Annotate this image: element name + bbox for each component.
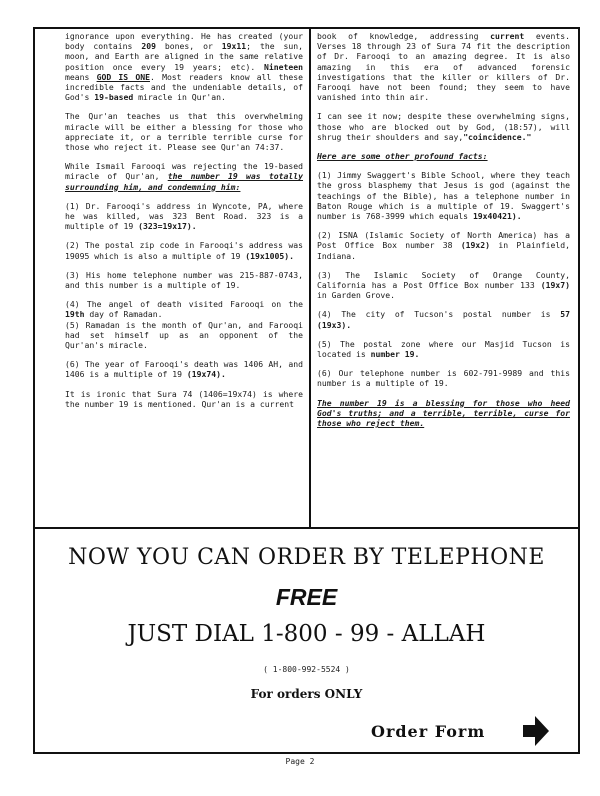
list-item: (2) ISNA (Islamic Society of North America) has a Post Office Box number 38 (19x2) in Plainfield, Indiana. [317, 230, 570, 261]
intro-paragraph: ignorance upon everything. He has created (your body contains 209 bones, or 19x11; the sun, moon, and Earth are aligned in the same relative position once every 19 years; etc). Nineteen means GOD IS ONE. Most readers know all these incredible facts and the undeniable details, of God's 19-based miracle in Qur'an. [65, 31, 303, 103]
farooqi-paragraph: While Ismail Farooqi was rejecting the 19-based miracle of Qur'an, the number 19 was totally surrounding him, and condemning him: [65, 161, 303, 192]
list-item: (5) The postal zone where our Masjid Tucson is located is number 19. [317, 338, 570, 360]
list-item: (1) Dr. Farooqi's address in Wyncote, PA, where he was killed, was 323 Bent Road. 323 is a multiple of 19 (323=19x17). [65, 200, 303, 232]
page-number: Page 2 [285, 757, 315, 766]
right-arrow-icon[interactable] [523, 716, 549, 746]
left-column [65, 31, 303, 418]
list-item: (2) The postal zip code in Farooqi's address was 19095 which is also a multiple of 19 (19x1005). [65, 240, 303, 261]
list-item: (5) Ramadan is the month of Qur'an, and Farooqi had set himself up as an opponent of the Qur'an's miracle. [65, 319, 303, 351]
ad-phone-number[interactable]: JUST DIAL 1-800 - 99 - ALLAH [127, 621, 486, 647]
order-advertisement [35, 529, 578, 754]
knowledge-paragraph: book of knowledge, addressing current events. Verses 18 through 23 of Sura 74 fit the description of Dr. Farooqi to an amazing degree. It is also amazing in this era of advanced forensic investigations that the killer or killers of Dr. Farooqi have not been found; they seem to have vanished into thin air. [317, 31, 571, 103]
list-item: (6) Our telephone number is 602-791-9989 and this number is a multiple of 19. [317, 368, 570, 389]
closing-paragraph: It is ironic that Sura 74 (1406=19x74) is where the number 19 is mentioned. Qur'an is a current [65, 388, 303, 409]
column-divider [309, 29, 311, 527]
list-item: (3) His home telephone number was 215-887-0743, and this number is a multiple of 19. [65, 269, 303, 291]
warning-paragraph: The Qur'an teaches us that this overwhelming miracle will be either a blessing for those who appreciate it, or a terrible terrible curse for those who reject it. Please see Qur'an 74:37. [65, 111, 303, 153]
order-form-link[interactable]: Order Form [371, 722, 486, 741]
list-item: (1) Jimmy Swaggert's Bible School, where they teach the gross blasphemy that Jesus is god (against the teachings of the Bible), has a telephone number in Baton Rouge which is a multiple of 19. Swaggert's number is 768-3999 which equals 19x40421). [317, 170, 570, 222]
ad-numeric-phone: ( 1-800-992-5524 ) [263, 665, 350, 674]
list-item: (6) The year of Farooqi's death was 1406 AH, and 1406 is a multiple of 19 (19x74). [65, 359, 303, 380]
article-section [35, 29, 578, 527]
ad-free-label: FREE [275, 584, 338, 610]
ad-orders-only: For orders ONLY [250, 687, 363, 701]
facts-heading: Here are some other profound facts: [317, 151, 488, 162]
ad-headline: NOW YOU CAN ORDER BY TELEPHONE [68, 545, 545, 570]
list-item: (4) The city of Tucson's postal number is 57 (19x3). [317, 309, 570, 330]
page-frame [33, 27, 580, 754]
coincidence-paragraph: I can see it now; despite these overwhelming signs, those who are blocked out by God, (18:57), will shrug their shoulders and say,"coincidence." [317, 111, 570, 142]
list-item: (4) The angel of death visited Farooqi on the 19th day of Ramadan. [65, 299, 303, 320]
list-item: (3) The Islamic Society of Orange County, California has a Post Office Box number 133 (19x7) in Garden Grove. [317, 269, 570, 301]
closing-statement: The number 19 is a blessing for those who heed God's truths; and a terrible, terrible, curse for those who reject them. [317, 397, 570, 429]
right-column [317, 31, 570, 437]
